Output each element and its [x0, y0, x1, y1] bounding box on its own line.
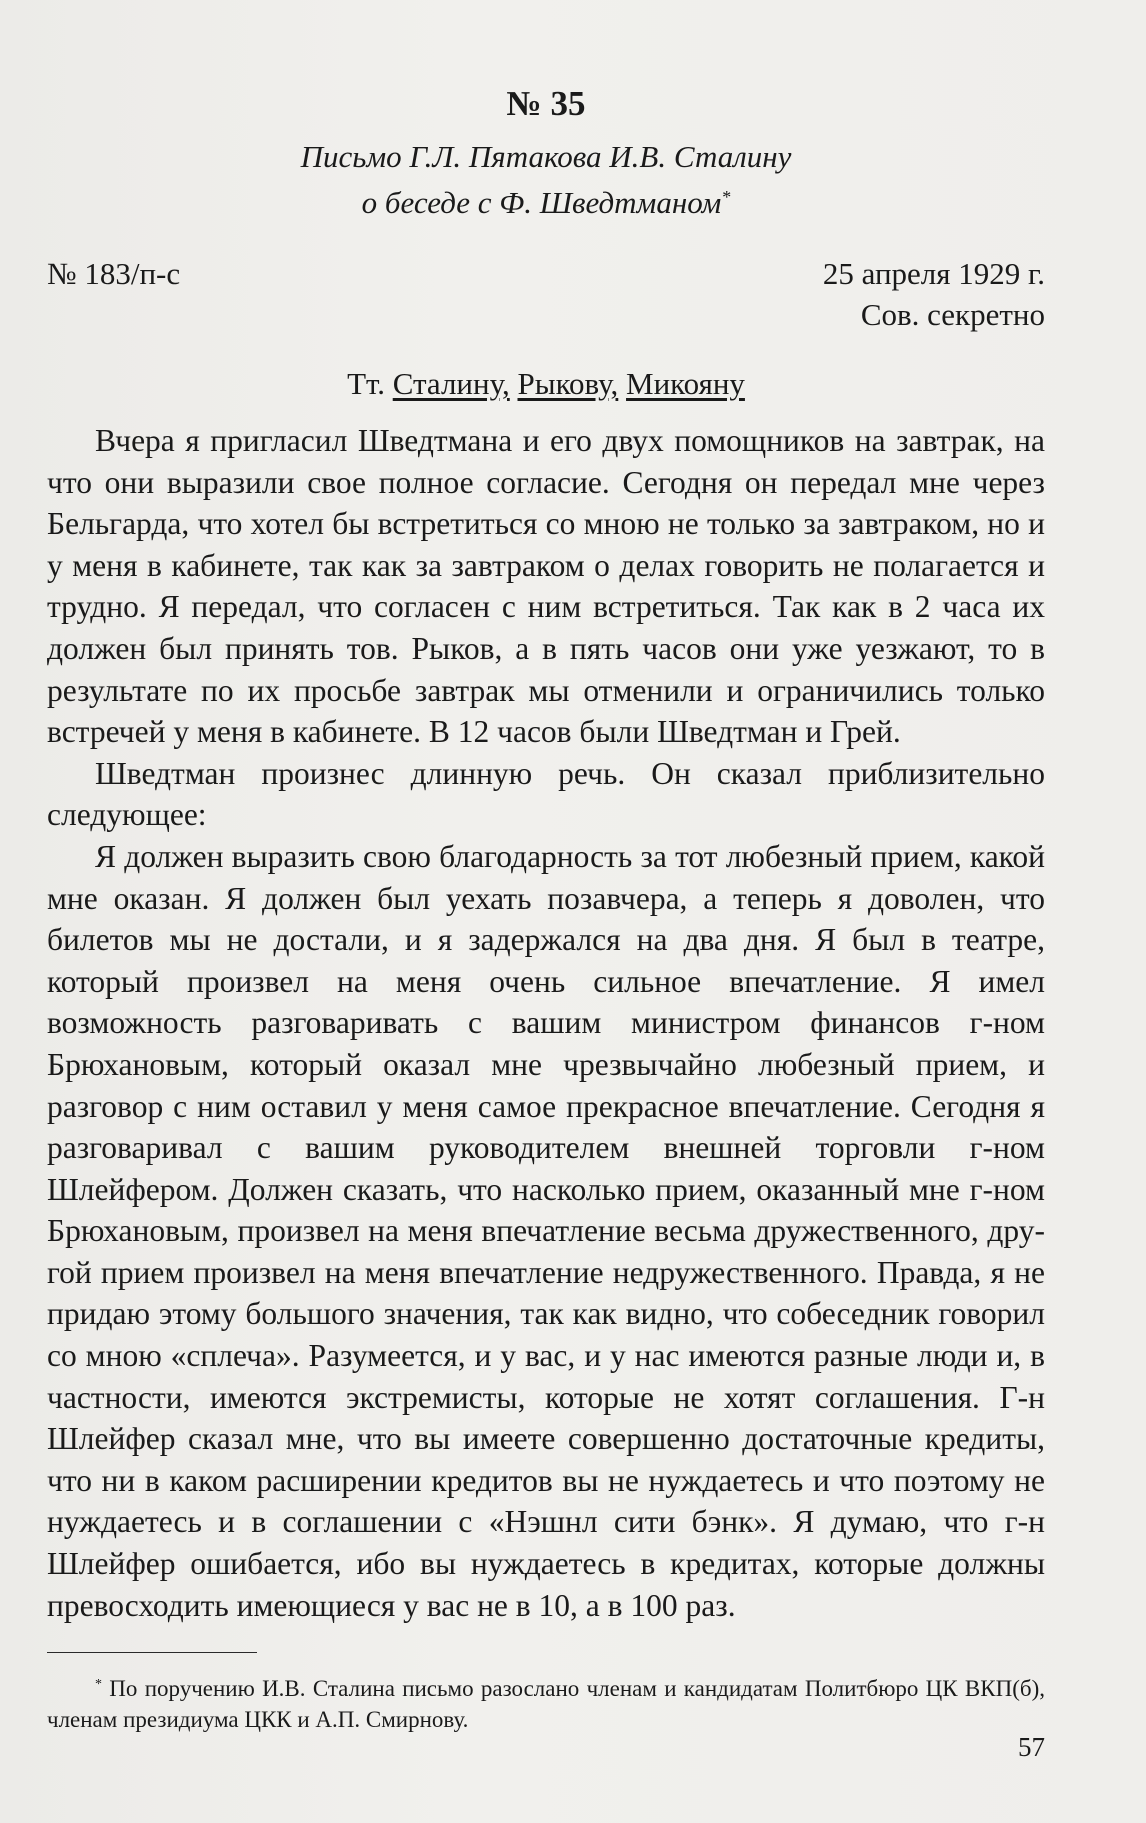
title-line-2-text: о беседе с Ф. Шведтманом [361, 185, 722, 220]
registry-number: № 183/п-с [47, 256, 181, 291]
letter-body [47, 420, 1045, 1626]
addressee-rykov: Рыкову, [517, 366, 619, 401]
document-title [47, 136, 1045, 223]
footnote-text: По поручению И.В. Сталина письмо разослано членам и кандидатам Политбюро ЦК ВКП(б), членам президиума ЦКК и А.П. Смирнову. [47, 1676, 1045, 1733]
classification-stamp: Сов. секретно [860, 297, 1045, 332]
addressee-mikoyan: Микояну [626, 366, 745, 401]
paragraph: Я должен выразить свою благодарность за тот любезный прием, какой мне оказан. Я должен был уехать позавчера, а теперь я доволен, что билетов мы не достали, и я задержался на два дня. Я был в театре, который произвел на меня очень сильное впечатление. Я имел возможность разговаривать с вашим министром финансов г-ном Брюхановым, который оказал мне чрезвычайно любезный прием, и разговор с ним оставил у меня самое прекрасное впечатление. Сегодня я разговаривал с вашим руководителем внешней торговли г-ном Шлейфером. Должен сказать, что насколько прием, оказанный мне г-ном Брюхановым, произвел на меня впечатление весьма дружественного, другой прием произвел на меня впечатление недружественного. Правда, я не придаю этому большого значения, так как видно, что собеседник говорил со мною «сплеча». Разумеется, и у вас, и у нас имеются разные люди и, в частности, имеются экстремисты, которые не хотят соглашения. Г-н Шлейфер сказал мне, что вы имеете совершенно достаточные кредиты, что ни в каком расширении кредитов вы не нуждаетесь и что поэтому не нуждаетесь и в соглашении с «Нэшнл сити бэнк». Я думаю, что г-н Шлейфер ошибается, ибо вы нуждаетесь в кредитах, которые должны превосходить имеющиеся у вас не в 10, а в 100 раз. [47, 838, 1045, 1623]
footnote-marker: * [95, 1677, 102, 1693]
page-number: 57 [1018, 1732, 1045, 1762]
paragraph: Шведтман произнес длинную речь. Он сказал приблизительно следующее: [47, 755, 1045, 833]
addressee-stalin: Сталину, [392, 366, 510, 401]
paragraph: Вчера я пригласил Шведтмана и его двух помощников на завтрак, на что они выразили свое полное согласие. Сегодня он передал мне через Бельгарда, что хотел бы встретиться со мною не только за завтраком, но и у меня в кабинете, так как за завтраком о делах говорить не полагается и трудно. Я передал, что согласен с ним встретиться. Так как в 2 часа их должен был принять тов. Рыков, а в пять часов они уже уезжают, то в результате по их просьбе завтрак мы отменили и ограничились только встречей у меня в кабинете. В 12 часов были Шведтман и Грей. [47, 423, 1045, 750]
addressee-prefix: Тт. [347, 366, 385, 401]
title-line-2 [47, 177, 1045, 223]
document-meta [47, 253, 1045, 294]
footnote-divider [47, 1652, 257, 1653]
addressees [47, 363, 1045, 404]
title-line-1: Письмо Г.Л. Пятакова И.В. Сталину [300, 139, 792, 174]
footnote [47, 1669, 1045, 1735]
document-date: 25 апреля 1929 г. [822, 256, 1045, 291]
document-number: № 35 [506, 84, 586, 123]
title-footnote-marker: * [721, 187, 731, 207]
page-content [47, 82, 1045, 1735]
